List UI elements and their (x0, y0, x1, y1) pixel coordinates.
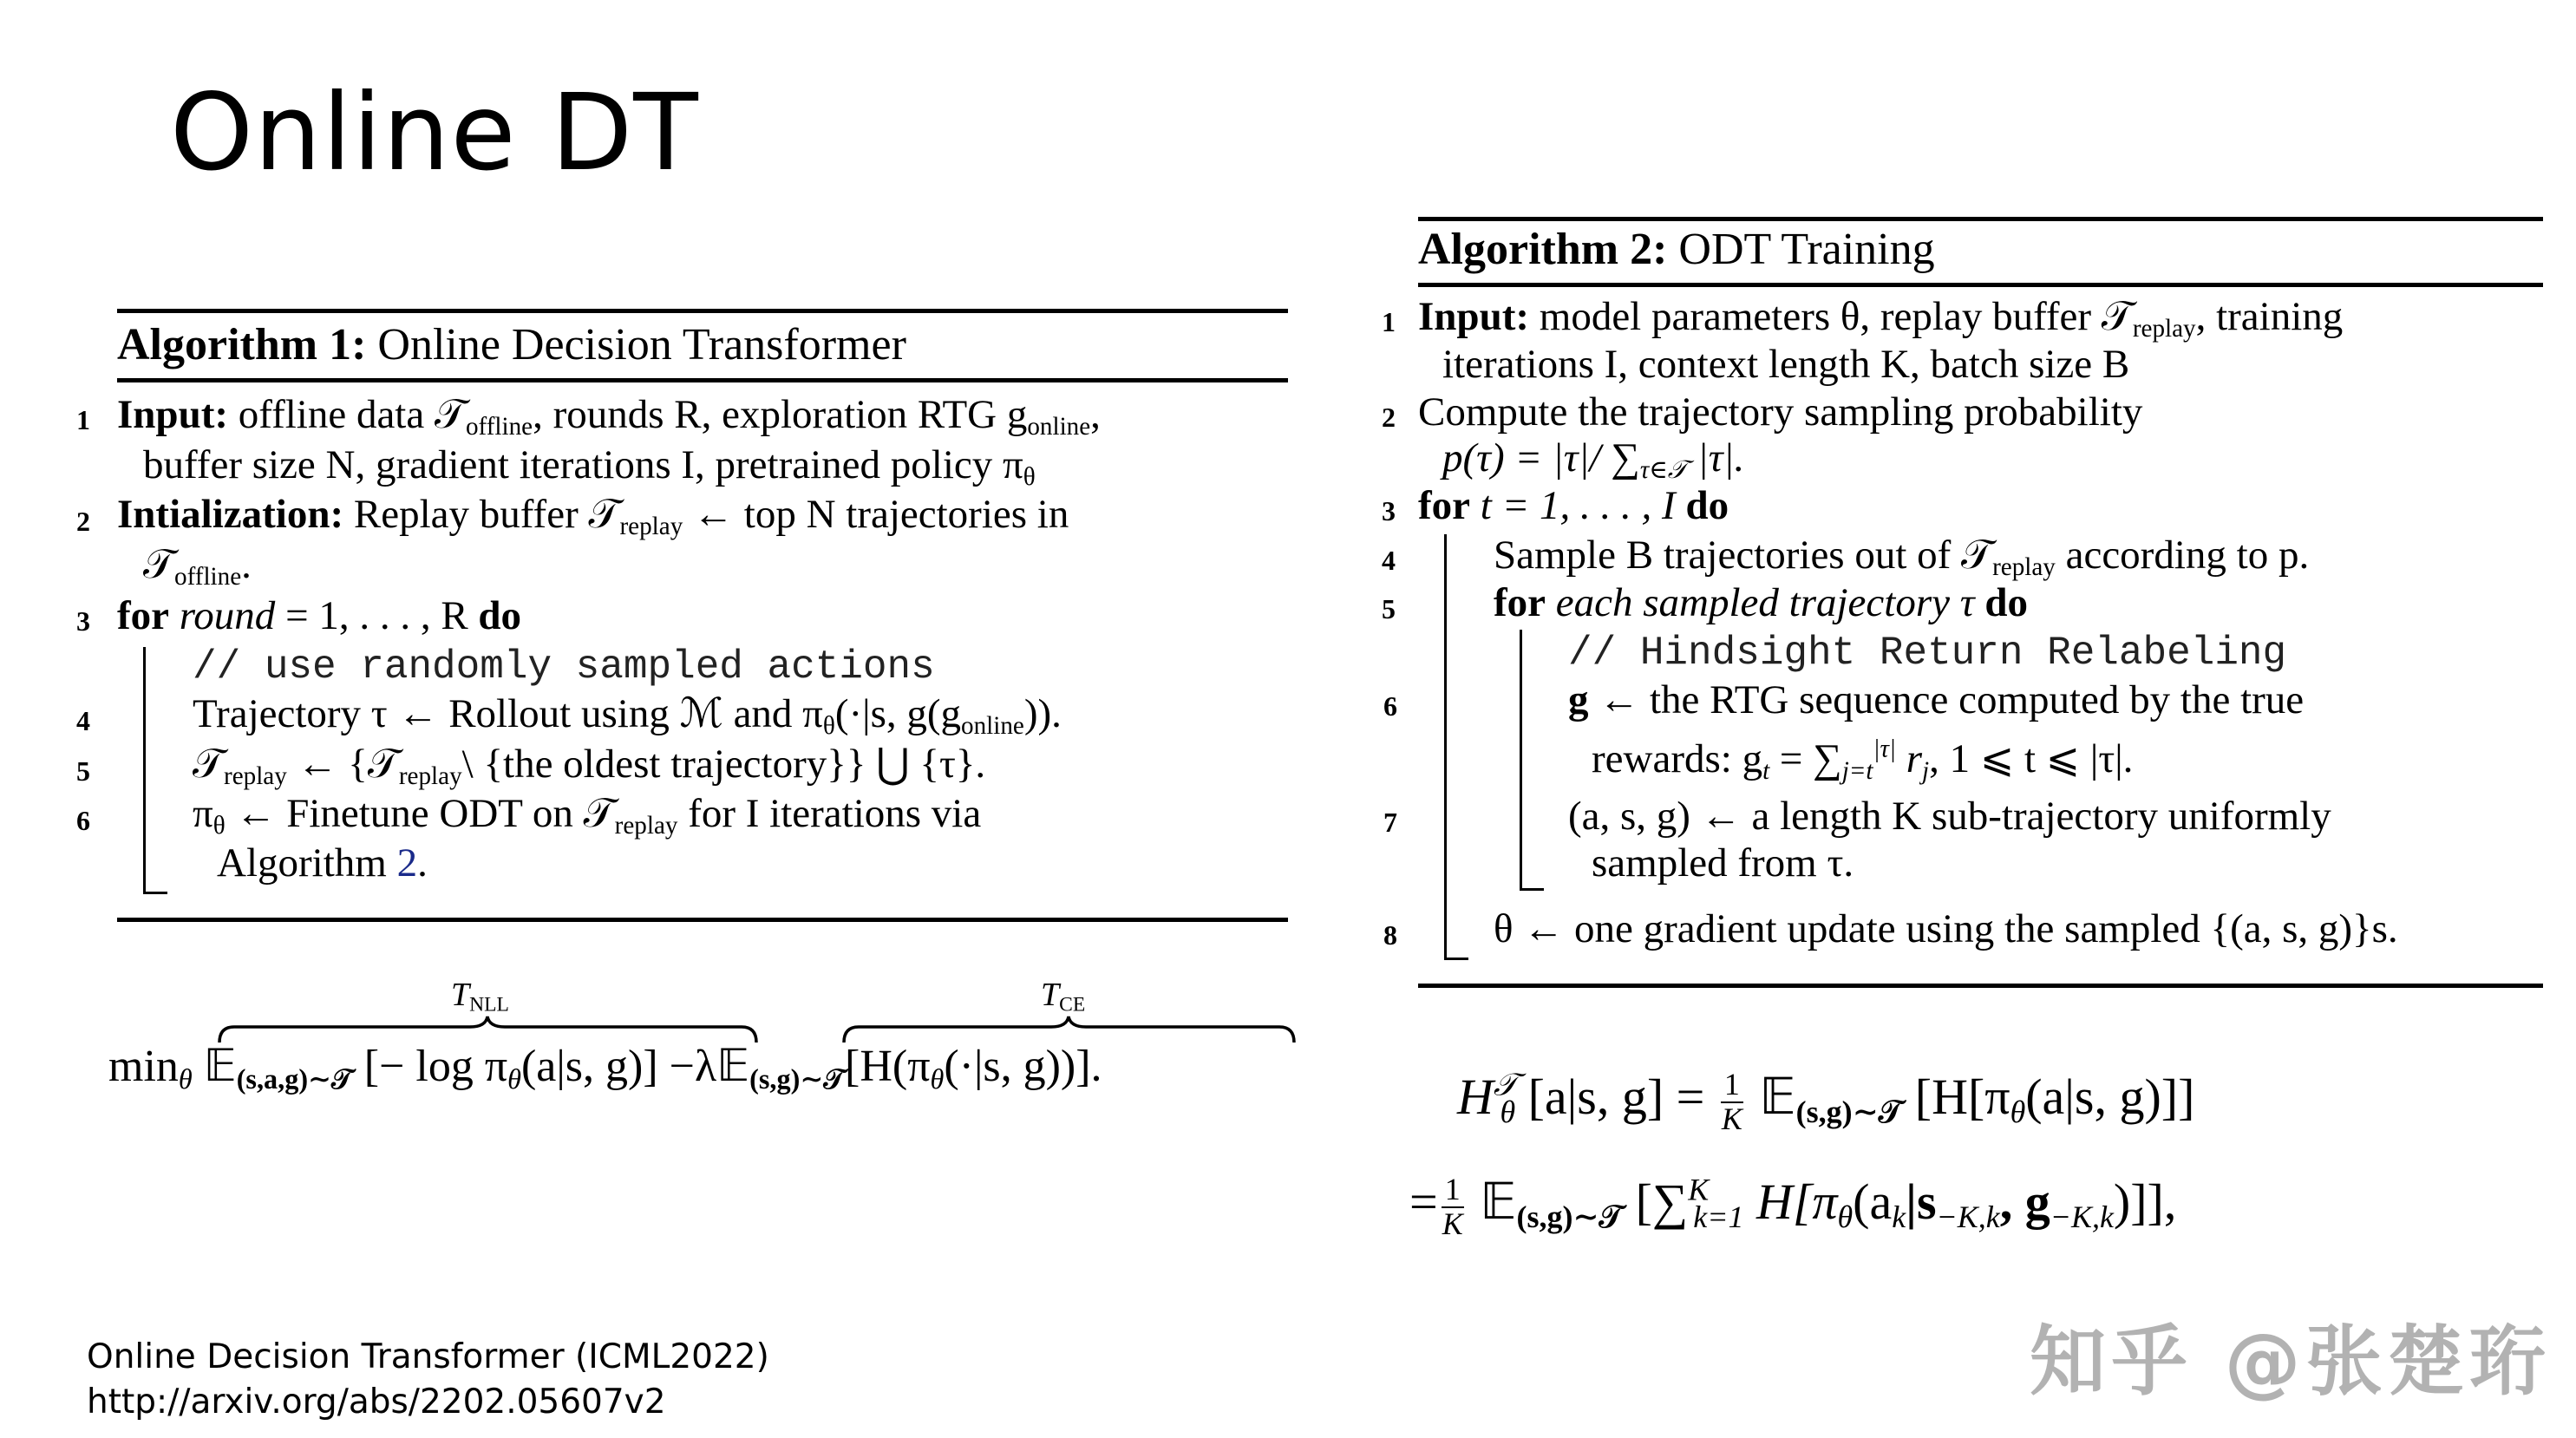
alg2-line-number: 3 (1382, 495, 1396, 526)
expectation-symbol: 𝔼 (1480, 1172, 1517, 1232)
alg2-line-5: for each sampled trajectory τ do (1494, 580, 2028, 625)
alg1-line-4: Trajectory τ ← Rollout using ℳ and $\pi_\theta(\cdot|s$, $g(g_{online})$). (193, 691, 1062, 741)
alg2-caption-title: ODT Training (1678, 225, 1935, 274)
expectation-symbol: 𝔼 (716, 1040, 750, 1092)
alg1-line-6-cont: Algorithm 2. (217, 840, 428, 886)
brace-label-ce: $T_{CE}$ (1041, 977, 1086, 1016)
alg1-line-6: $\pi_\theta$ ← Finetune ODT on 𝒯$_{replay}$ for I iterations via (193, 791, 982, 840)
alg2-line-number: 6 (1383, 690, 1397, 722)
slide-title: Online DT (170, 71, 699, 194)
alg2-line-6: g ← the RTG sequence computed by the true (1568, 677, 2305, 722)
entropy-formula-line-2: = $\frac{1}{K}$ 𝔼$_{(s,g)\sim 𝒯}$ [∑$^K_{k=1}$ $H[\pi_\theta(a_k|s_{-K,k}$, $g_{-K,k}$)]], (1409, 1172, 2177, 1241)
alg1-line-number: 1 (76, 404, 90, 435)
alg2-line-6-cont: rewards: $g_t = \sum_{j=t}^{|\tau|}$ $r_j$, 1 ⩽ t ⩽ |τ|. (1592, 735, 2134, 786)
objective-expression: $\min_\theta$ 𝔼$_{(s,a,g)\sim 𝒯}$ [− $\log \pi_\theta(a|s$, $g)] -\lambda 𝔼_{(s,g)\sim 𝒯}[H(\pi_\theta(\cdot|s$, g))]. (108, 1040, 1102, 1095)
alg2-bottom-rule (1418, 984, 2543, 988)
alg1-caption (117, 320, 906, 369)
alg1-line-5: 𝒯$_{replay}$ ← {𝒯$_{replay}$\ {the oldest trajectory}} ⋃ {τ}. (193, 742, 986, 791)
entropy-formula-line-1: $H^𝒯_\theta$ [a|s, g] = $\frac{1}{K}$ 𝔼$_{(s,g)\sim 𝒯}$ [$H[\pi_\theta(a|s$, g)]] (1457, 1067, 2195, 1136)
alg2-top-rule (1418, 217, 2543, 221)
footer-url[interactable]: http://arxiv.org/abs/2202.05607v2 (87, 1382, 666, 1422)
alg2-comment: // Hindsight Return Relabeling (1568, 631, 2287, 676)
alg2-caption (1418, 227, 1935, 272)
alg2-inner-loop-bar-end (1520, 888, 1544, 891)
brace-label-nll: $T_{NLL}$ (451, 977, 509, 1016)
alg2-line-8: θ ← one gradient update using the sampled {(a, s, g)}s. (1494, 906, 2398, 951)
footer-citation: Online Decision Transformer (ICML2022) (87, 1337, 769, 1376)
alg2-line-number: 5 (1382, 593, 1396, 624)
alg2-line-3: for t = 1, . . . , I do (1418, 483, 1729, 528)
alg1-line-number: 4 (76, 705, 90, 736)
alg1-loop-bar (143, 647, 146, 893)
alg1-line-number: 2 (76, 506, 90, 537)
alg1-line-1: Input: offline data 𝒯$_{offline}$, rounds R, exploration RTG $g_{online}$, (117, 392, 1101, 441)
alg2-line-7: (a, s, g) ← a length K sub-trajectory uniformly (1568, 794, 2331, 839)
alg1-line-2-cont: 𝒯$_{offline}$. (143, 542, 252, 592)
alg1-top-rule (117, 309, 1288, 313)
alg1-bottom-rule (117, 918, 1288, 922)
alg1-loop-bar-end (143, 892, 167, 894)
alg2-line-2-formula: p(τ) = |τ|/ $\sum_{\tau\in 𝒯}$ |τ|. (1442, 435, 1745, 485)
alg2-line-2: Compute the trajectory sampling probability (1418, 389, 2143, 435)
alg1-line-number: 3 (76, 605, 90, 637)
alg2-outer-loop-bar (1444, 534, 1447, 959)
overbrace-nll (217, 1015, 759, 1044)
expectation-symbol: 𝔼 (1759, 1067, 1796, 1127)
alg2-inner-loop-bar (1520, 630, 1522, 890)
alg1-mid-rule (117, 378, 1288, 382)
fraction-one-over-k: $\frac{1}{K}$ (1721, 1067, 1742, 1136)
overbrace-ce (841, 1015, 1297, 1044)
alg2-line-1: Input: model parameters θ, replay buffer 𝒯$_{replay}$, training (1418, 294, 2344, 343)
expectation-symbol: 𝔼 (203, 1040, 237, 1092)
alg2-caption-label: Algorithm 2: (1418, 225, 1668, 274)
alg1-caption-title: Online Decision Transformer (377, 320, 906, 369)
algorithm-2-link[interactable]: 2 (396, 840, 418, 886)
alg2-line-number: 7 (1383, 807, 1397, 838)
alg2-line-1-cont: iterations I, context length K, batch size B (1442, 342, 2130, 387)
fraction-one-over-k: $\frac{1}{K}$ (1442, 1172, 1463, 1241)
alg1-line-number: 5 (76, 755, 90, 787)
alg2-line-7-cont: sampled from τ. (1592, 840, 1854, 886)
alg1-line-2: Intialization: Replay buffer 𝒯$_{replay}$ ← top N trajectories in (117, 492, 1069, 541)
alg2-line-number: 2 (1382, 402, 1396, 433)
alg2-outer-loop-bar-end (1444, 958, 1468, 960)
alg2-line-number: 4 (1382, 545, 1396, 576)
alg1-line-3: for round = 1, . . . , R do (117, 593, 522, 638)
alg2-line-4: Sample B trajectories out of 𝒯$_{replay}$ according to p. (1494, 533, 2310, 582)
alg2-line-number: 8 (1383, 919, 1397, 951)
alg1-caption-label: Algorithm 1: (117, 320, 367, 369)
alg1-line-1-cont: buffer size N, gradient iterations I, pretrained policy $\pi_\theta$ (143, 442, 1036, 492)
alg2-mid-rule (1418, 283, 2543, 287)
zhihu-watermark: 知乎 @张楚珩 (2030, 1317, 2551, 1406)
alg1-comment: // use randomly sampled actions (193, 644, 935, 690)
alg1-line-number: 6 (76, 805, 90, 836)
alg2-line-number: 1 (1382, 306, 1396, 337)
